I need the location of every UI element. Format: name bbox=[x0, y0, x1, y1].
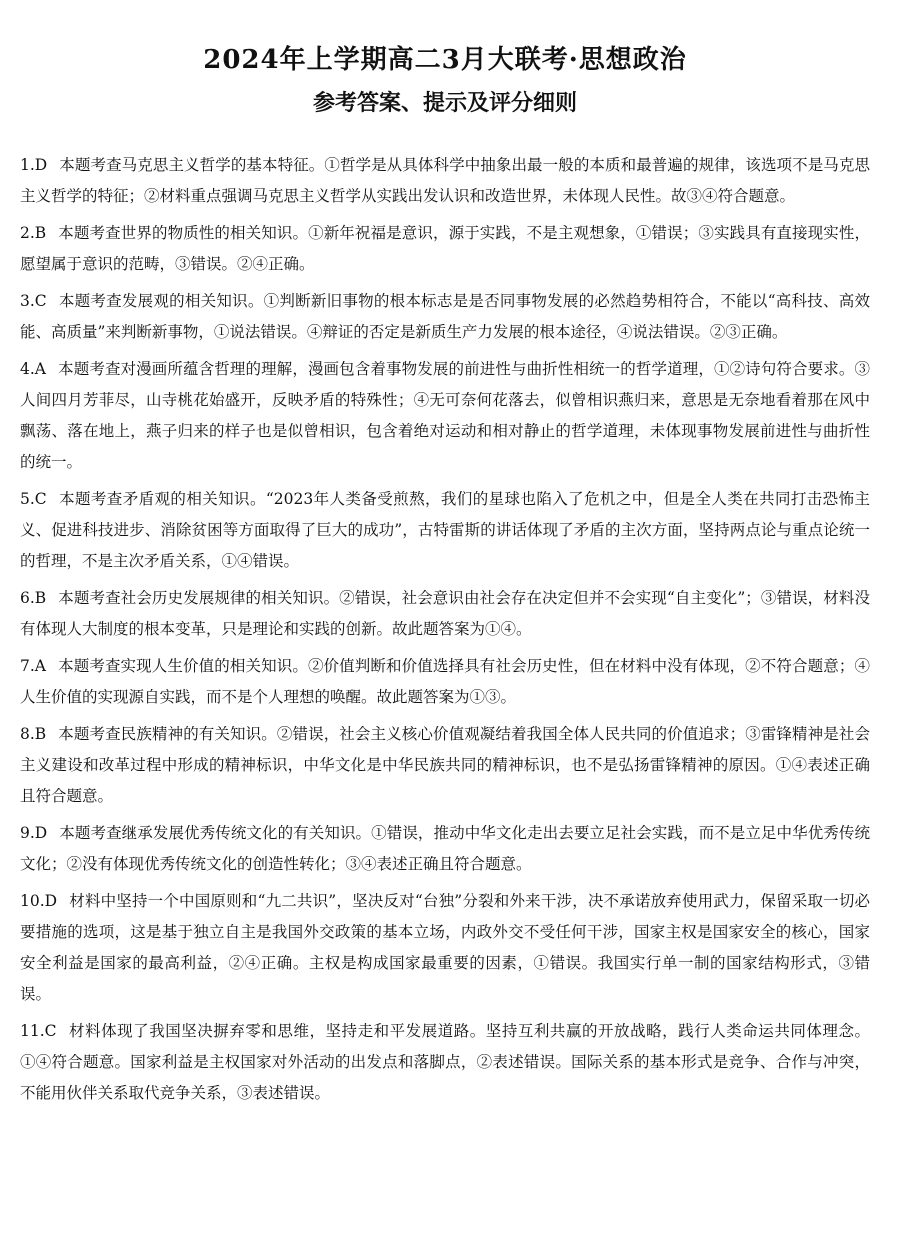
answer-text: 本题考查继承发展优秀传统文化的有关知识。①错误，推动中华文化走出去要立足社会实践，而不是立足中华优秀传统文化；②没有体现优秀传统文化的创造性转化；③④表述正确且符合题意。 bbox=[20, 824, 870, 873]
answer-number: 9.D bbox=[20, 824, 48, 842]
answer-number: 8.B bbox=[20, 725, 47, 743]
answer-number: 5.C bbox=[20, 490, 47, 508]
answer-text: 材料体现了我国坚决摒弃零和思维，坚持走和平发展道路。坚持互利共赢的开放战略，践行人类命运共同体理念。①④符合题意。国家利益是主权国家对外活动的出发点和落脚点，②表述错误。国际关系的基本形式是竞争、合作与冲突，不能用伙伴关系取代竞争关系，③表述错误。 bbox=[20, 1022, 870, 1102]
answer-text: 本题考查马克思主义哲学的基本特征。①哲学是从具体科学中抽象出最一般的本质和最普遍的规律，该选项不是马克思主义哲学的特征；②材料重点强调马克思主义哲学从实践出发认识和改造世界，未体现人民性。故③④符合题意。 bbox=[20, 156, 870, 205]
answer-item-4 bbox=[20, 354, 870, 478]
answer-text: 本题考查实现人生价值的相关知识。②价值判断和价值选择具有社会历史性，但在材料中没有体现，②不符合题意；④人生价值的实现源自实践，而不是个人理想的唤醒。故此题答案为①③。 bbox=[20, 657, 870, 706]
page-subtitle: 参考答案、提示及评分细则 bbox=[312, 90, 577, 116]
answer-item-3 bbox=[20, 286, 870, 348]
answer-number: 11.C bbox=[20, 1022, 57, 1040]
answer-item-11 bbox=[20, 1016, 870, 1109]
answer-number: 7.A bbox=[20, 657, 46, 675]
answer-item-5 bbox=[20, 484, 870, 577]
answer-text: 本题考查矛盾观的相关知识。“2023年人类备受煎熬，我们的星球也陷入了危机之中，但是全人类在共同打击恐怖主义、促进科技进步、消除贫困等方面取得了巨大的成功”，古特雷斯的讲话体现了矛盾的主次方面，坚持两点论与重点论统一的哲理，不是主次矛盾关系，①④错误。 bbox=[20, 490, 870, 570]
answer-item-10 bbox=[20, 886, 870, 1010]
answer-text: 本题考查民族精神的有关知识。②错误，社会主义核心价值观凝结着我国全体人民共同的价值追求；③雷锋精神是社会主义建设和改革过程中形成的精神标识，中华文化是中华民族共同的精神标识，也不是弘扬雷锋精神的原因。①④表述正确且符合题意。 bbox=[20, 725, 870, 805]
answer-item-9 bbox=[20, 818, 870, 880]
answer-text: 本题考查社会历史发展规律的相关知识。②错误，社会意识由社会存在决定但并不会实现“自主变化”；③错误，材料没有体现人大制度的根本变革，只是理论和实践的创新。故此题答案为①④。 bbox=[20, 589, 870, 638]
answer-number: 1.D bbox=[20, 156, 48, 174]
answer-number: 6.B bbox=[20, 589, 47, 607]
page-title: 2024年上学期高二3月大联考·思想政治 bbox=[203, 45, 687, 75]
answer-text: 本题考查发展观的相关知识。①判断新旧事物的根本标志是是否同事物发展的必然趋势相符合，不能以“高科技、高效能、高质量”来判断新事物，①说法错误。④辩证的否定是新质生产力发展的根本途径，④说法错误。②③正确。 bbox=[20, 292, 870, 341]
answer-number: 4.A bbox=[20, 360, 46, 378]
answer-text: 材料中坚持一个中国原则和“九二共识”，坚决反对“台独”分裂和外来干涉，决不承诺放弃使用武力，保留采取一切必要措施的选项，这是基于独立自主是我国外交政策的基本立场，内政外交不受任何干涉，国家主权是国家安全的核心，国家安全利益是国家的最高利益，②④正确。主权是构成国家最重要的因素，①错误。我国实行单一制的国家结构形式，③错误。 bbox=[20, 892, 870, 1003]
answer-number: 10.D bbox=[20, 892, 58, 910]
answer-list bbox=[20, 150, 870, 1109]
answer-number: 3.C bbox=[20, 292, 47, 310]
answer-text: 本题考查世界的物质性的相关知识。①新年祝福是意识，源于实践，不是主观想象，①错误；③实践具有直接现实性，愿望属于意识的范畴，③错误。②④正确。 bbox=[20, 224, 870, 273]
answer-number: 2.B bbox=[20, 224, 47, 242]
answer-item-8 bbox=[20, 719, 870, 812]
answer-item-1 bbox=[20, 150, 870, 212]
answer-item-6 bbox=[20, 583, 870, 645]
answer-item-2 bbox=[20, 218, 870, 280]
answer-text: 本题考查对漫画所蕴含哲理的理解，漫画包含着事物发展的前进性与曲折性相统一的哲学道理，①②诗句符合要求。③人间四月芳菲尽，山寺桃花始盛开，反映矛盾的特殊性；④无可奈何花落去，似曾相识燕归来，意思是无奈地看着那在风中飘荡、落在地上，燕子归来的样子也是似曾相识，包含着绝对运动和相对静止的哲学道理，未体现事物发展前进性与曲折性的统一。 bbox=[20, 360, 870, 471]
answer-item-7 bbox=[20, 651, 870, 713]
